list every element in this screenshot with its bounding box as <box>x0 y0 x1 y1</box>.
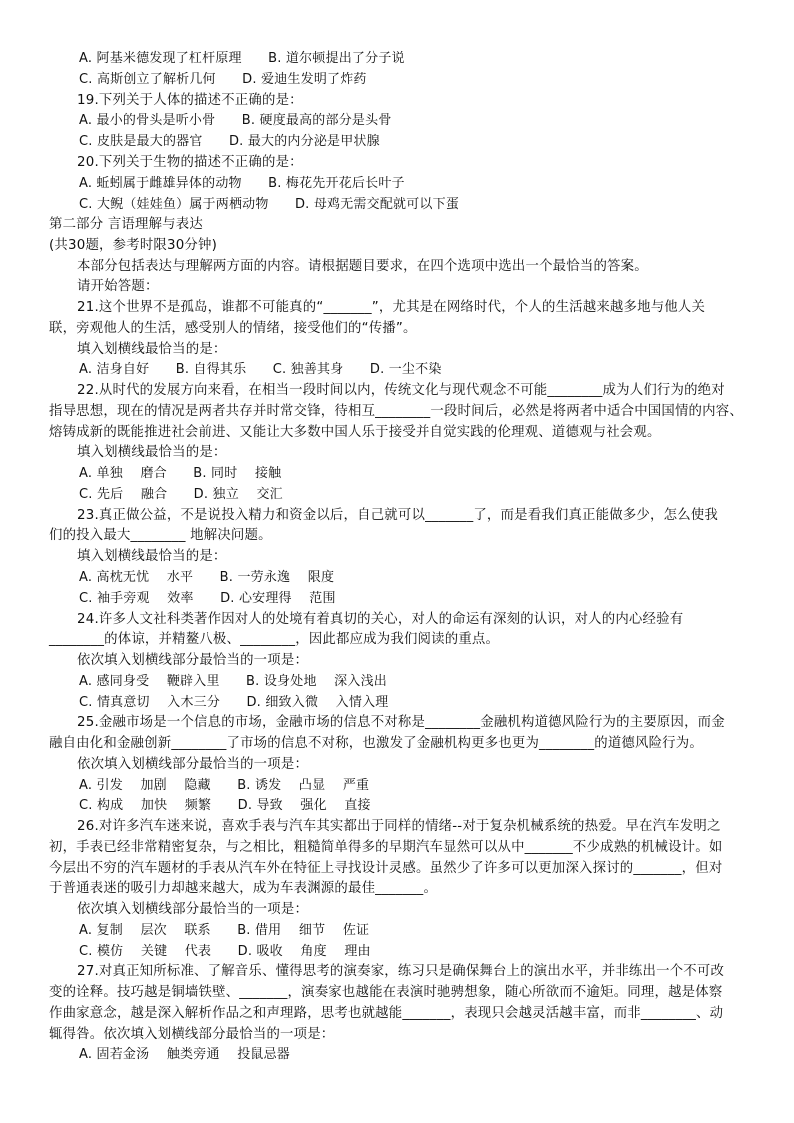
q22-options-ab: A. 单独 磨合 B. 同时 接触 <box>79 466 282 481</box>
q23-stem-line1: 23.真正做公益，不是说投入精力和资金以后，自己就可以_______了，而是看我们真正能做多少，怎么使我 <box>77 508 718 523</box>
q23-options-ab: A. 高枕无忧 水平 B. 一劳永逸 限度 <box>79 570 335 585</box>
q24-stem-line2: ________的体谅，并精鳌八极、________，因此都应成为我们阅读的重点。 <box>49 632 500 647</box>
q19-options-ab: A. 最小的骨头是听小骨 B. 硬度最高的部分是头骨 <box>79 113 392 128</box>
q20-options-cd: C. 大鲵（娃娃鱼）属于两栖动物 D. 母鸡无需交配就可以下蛋 <box>79 197 460 212</box>
q26-options-ab: A. 复制 层次 联系 B. 借用 细节 佐证 <box>79 923 370 938</box>
q24-prompt: 依次填入划横线部分最恰当的一项是： <box>77 653 309 668</box>
q26-stem-line2: 初，手表已经非常精密复杂，与之相比，粗糙简单得多的早期汽车显然可以从中_______不少成熟的机械设计。如 <box>49 840 723 855</box>
q24-stem-line1: 24.许多人文社科类著作因对人的处境有着真切的关心，对人的命运有深刻的认识，对人的内心经验有 <box>77 612 684 627</box>
q21-prompt: 填入划横线最恰当的是： <box>77 342 227 357</box>
q25-prompt: 依次填入划横线部分最恰当的一项是： <box>77 757 309 772</box>
q25-stem-line2: 融自由化和金融创新________了市场的信息不对称，也激发了金融机构更多也更为________的道德风险行为。 <box>49 736 703 751</box>
section-instructions: 本部分包括表达与理解两方面的内容。请根据题目要求，在四个选项中选出一个最恰当的答案。 <box>77 259 648 274</box>
start-prompt: 请开始答题： <box>77 279 159 294</box>
q23-prompt: 填入划横线最恰当的是： <box>77 549 227 564</box>
q22-options-cd: C. 先后 融合 D. 独立 交汇 <box>79 487 283 502</box>
q23-options-cd: C. 袖手旁观 效率 D. 心安理得 范围 <box>79 591 336 606</box>
section-subtitle: (共30题，参考时限30分钟) <box>49 238 218 253</box>
q21-options: A. 洁身自好 B. 自得其乐 C. 独善其身 D. 一尘不染 <box>79 362 442 377</box>
q27-stem-line3: 作曲家意念，越是深入解析作品之和声理路，思考也就越能_______，表现只会越灵活越丰富，而非________、动 <box>49 1006 724 1021</box>
q20-stem: 20.下列关于生物的描述不正确的是： <box>77 155 303 170</box>
section-title: 第二部分 言语理解与表达 <box>49 217 203 232</box>
q26-prompt: 依次填入划横线部分最恰当的一项是： <box>77 902 309 917</box>
q26-options-cd: C. 模仿 关键 代表 D. 吸收 角度 理由 <box>79 944 371 959</box>
q22-prompt: 填入划横线最恰当的是： <box>77 445 227 460</box>
q27-option-a: A. 固若金汤 触类旁通 投鼠忌器 <box>79 1047 290 1062</box>
q27-stem-line4: 辄得咎。依次填入划横线部分最恰当的一项是： <box>49 1027 335 1042</box>
q22-stem-line3: 熔铸成新的既能推进社会前进、又能让大多数中国人乐于接受并自觉实践的伦理观、道德观与社会观。 <box>49 425 661 440</box>
q24-options-ab: A. 感同身受 鞭辟入里 B. 设身处地 深入浅出 <box>79 674 387 689</box>
q26-stem-line3: 今层出不穷的汽车题材的手表从汽车外在特征上寻找设计灵感。虽然少了许多可以更加深入探讨的_______，但对 <box>49 861 723 876</box>
q25-options-ab: A. 引发 加剧 隐藏 B. 诱发 凸显 严重 <box>79 778 370 793</box>
q25-options-cd: C. 构成 加快 频繁 D. 导致 强化 直接 <box>79 798 371 813</box>
q18-options-cd: C. 高斯创立了解析几何 D. 爱迪生发明了炸药 <box>79 72 367 87</box>
q19-stem: 19.下列关于人体的描述不正确的是： <box>77 93 303 108</box>
q27-stem-line1: 27.对真正知所标准、了解音乐、懂得思考的演奏家，练习只是确保舞台上的演出水平，并非练出一个不可改 <box>77 964 725 979</box>
q22-stem-line1: 22.从时代的发展方向来看，在相当一段时间以内，传统文化与现代观念不可能________成为人们行为的绝对 <box>77 383 725 398</box>
q20-options-ab: A. 蚯蚓属于雌雄异体的动物 B. 梅花先开花后长叶子 <box>79 176 405 191</box>
q21-stem-line1: 21.这个世界不是孤岛，谁都不可能真的“_______”，尤其是在网络时代，个人的生活越来越多地与他人关 <box>77 300 706 315</box>
q22-stem-line2: 指导思想，现在的情况是两者共存并时常交锋，待相互________一段时间后，必然是将两者中适合中国国情的内容、 <box>49 404 743 419</box>
q27-stem-line2: 变的诠释。技巧越是铜墙铁壁、_______，演奏家也越能在表演时驰骋想象，随心所欲而不逾矩。同理，越是体察 <box>49 985 723 1000</box>
q25-stem-line1: 25.金融市场是一个信息的市场，金融市场的信息不对称是________金融机构道德风险行为的主要原因，而金 <box>77 715 725 730</box>
q26-stem-line1: 26.对许多汽车迷来说，喜欢手表与汽车其实都出于同样的情绪--对于复杂机械系统的热爱。早在汽车发明之 <box>77 819 721 834</box>
q26-stem-line4: 于普通表迷的吸引力却越来越大，成为车表渊源的最佳_______。 <box>49 881 438 896</box>
q23-stem-line2: 们的投入最大________ 地解决问题。 <box>49 528 272 543</box>
q21-stem-line2: 联，旁观他人的生活，感受别人的情绪，接受他们的“传播”。 <box>49 321 417 336</box>
q24-options-cd: C. 情真意切 入木三分 D. 细致入微 入情入理 <box>79 695 389 710</box>
q18-options-ab: A. 阿基米德发现了杠杆原理 B. 道尔顿提出了分子说 <box>79 51 405 66</box>
q19-options-cd: C. 皮肤是最大的器官 D. 最大的内分泌是甲状腺 <box>79 134 380 149</box>
